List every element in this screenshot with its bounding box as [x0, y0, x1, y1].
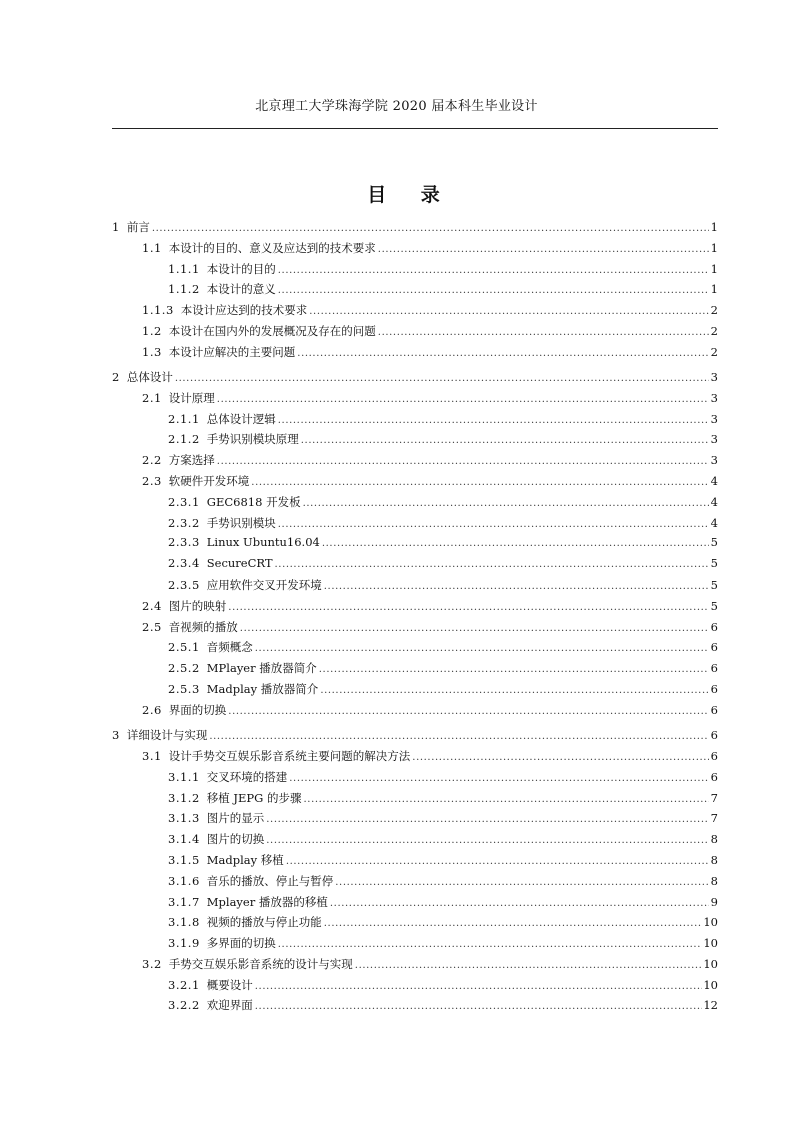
toc-dot-leader — [322, 538, 709, 549]
toc-entry-page-number: 6 — [710, 728, 718, 743]
toc-entry-page-number: 10 — [703, 977, 718, 992]
toc-entry-number: 2.6 — [142, 702, 162, 717]
toc-dot-leader — [335, 877, 709, 888]
toc-entry[interactable] — [112, 873, 718, 894]
toc-dot-leader — [378, 244, 709, 255]
toc-entry-label: 本设计的意义 — [206, 282, 276, 297]
toc-dot-leader — [240, 623, 709, 634]
toc-entry-label: 软硬件开发环境 — [168, 474, 250, 489]
toc-entry-number: 3 — [112, 728, 120, 743]
toc-entry-label: 音视频的播放 — [168, 619, 238, 634]
toc-entry-page-number: 9 — [710, 894, 718, 909]
toc-dot-leader — [255, 643, 709, 654]
toc-entry-label: 多界面的切换 — [206, 936, 276, 951]
toc-entry-number: 1.2 — [142, 323, 162, 338]
toc-entry[interactable] — [112, 515, 718, 536]
toc-entry[interactable] — [112, 790, 718, 811]
toc-entry-page-number: 8 — [710, 832, 718, 847]
toc-entry-number: 2.1 — [142, 390, 162, 405]
toc-entry-number: 3.1.4 — [168, 832, 200, 847]
toc-dot-leader — [278, 415, 709, 426]
toc-entry-page-number: 4 — [710, 494, 718, 509]
toc-entry-label: 本设计应解决的主要问题 — [168, 344, 296, 359]
toc-entry[interactable] — [112, 261, 718, 282]
toc-entry-page-number: 3 — [710, 370, 718, 385]
toc-entry-page-number: 3 — [710, 390, 718, 405]
toc-dot-leader — [319, 664, 709, 675]
toc-entry-label: 界面的切换 — [168, 702, 227, 717]
toc-entry-number: 2.3.2 — [168, 515, 200, 530]
toc-dot-leader — [228, 706, 709, 717]
toc-dot-leader — [297, 348, 709, 359]
toc-dot-leader — [309, 306, 709, 317]
toc-entry-page-number: 8 — [710, 873, 718, 888]
toc-dot-leader — [278, 285, 709, 296]
toc-entry-page-number: 10 — [703, 915, 718, 930]
toc-entry-label: 图片的映射 — [168, 598, 227, 613]
toc-entry-number: 2.4 — [142, 598, 162, 613]
toc-entry[interactable] — [112, 369, 718, 390]
toc-entry-page-number: 10 — [703, 956, 718, 971]
toc-dot-leader — [255, 1001, 703, 1012]
toc-entry-number: 1.1.1 — [168, 261, 200, 276]
toc-entry[interactable] — [112, 556, 718, 577]
toc-entry-number: 3.1 — [142, 748, 162, 763]
toc-dot-leader — [209, 731, 709, 742]
toc-entry-label: Madplay 播放器简介 — [206, 682, 319, 697]
toc-entry-page-number: 6 — [710, 640, 718, 655]
toc-entry-page-number: 6 — [710, 702, 718, 717]
toc-entry-label: Linux Ubuntu16.04 — [206, 535, 320, 550]
toc-dot-leader — [355, 960, 703, 971]
toc-entry-label: GEC6818 开发板 — [206, 494, 301, 509]
toc-entry[interactable] — [112, 452, 718, 473]
toc-entry[interactable] — [112, 344, 718, 365]
toc-entry-page-number: 5 — [710, 598, 718, 613]
toc-entry-page-number: 1 — [710, 282, 718, 297]
toc-entry[interactable] — [112, 323, 718, 344]
toc-entry[interactable] — [112, 935, 718, 956]
toc-entry-label: Madplay 移植 — [206, 852, 284, 867]
toc-entry[interactable] — [112, 619, 718, 640]
toc-dot-leader — [330, 898, 709, 909]
toc-entry[interactable] — [112, 240, 718, 261]
toc-entry-page-number: 6 — [710, 682, 718, 697]
toc-entry-label: 应用软件交叉开发环境 — [206, 578, 322, 593]
toc-dot-leader — [320, 685, 709, 696]
toc-entry[interactable] — [112, 302, 718, 323]
toc-entry-page-number: 4 — [710, 474, 718, 489]
toc-entry[interactable] — [112, 748, 718, 769]
toc-entry[interactable] — [112, 577, 718, 598]
toc-entry-page-number: 3 — [710, 432, 718, 447]
toc-entry[interactable] — [112, 390, 718, 411]
toc-entry-page-number: 5 — [710, 535, 718, 550]
page-header: 北京理工大学珠海学院 2020 届本科生毕业设计 — [255, 99, 538, 114]
toc-dot-leader — [289, 773, 709, 784]
toc-dot-leader — [286, 856, 709, 867]
toc-entry[interactable] — [112, 431, 718, 452]
toc-entry-number: 3.1.7 — [168, 894, 200, 909]
toc-entry-page-number: 12 — [703, 998, 718, 1013]
toc-dot-leader — [275, 559, 709, 570]
header-rule — [112, 128, 718, 129]
toc-entry-label: 方案选择 — [168, 453, 215, 468]
toc-entry-page-number: 4 — [710, 515, 718, 530]
toc-entry-label: 前言 — [126, 220, 150, 234]
toc-entry[interactable] — [112, 914, 718, 935]
toc-entry-number: 2 — [112, 370, 120, 385]
toc-entry[interactable] — [112, 535, 718, 556]
toc-entry-page-number: 2 — [710, 323, 718, 338]
toc-entry[interactable] — [112, 997, 718, 1018]
toc-dot-leader — [378, 327, 709, 338]
toc-dot-leader — [278, 939, 703, 950]
toc-entry-number: 1.1 — [142, 240, 162, 255]
toc-entry-page-number: 8 — [710, 852, 718, 867]
toc-entry-page-number: 3 — [710, 411, 718, 426]
toc-entry[interactable] — [112, 660, 718, 681]
toc-dot-leader — [301, 435, 709, 446]
toc-entry-number: 2.5.3 — [168, 682, 200, 697]
toc-dot-leader — [251, 477, 709, 488]
toc-dot-leader — [304, 794, 709, 805]
toc-entry-number: 1.3 — [142, 344, 162, 359]
toc-dot-leader — [278, 265, 709, 276]
toc-dot-leader — [175, 373, 709, 384]
toc-dot-leader — [266, 814, 709, 825]
toc-entry-number: 1.1.3 — [142, 303, 174, 318]
toc-entry-number: 1 — [112, 220, 120, 234]
toc-entry-label: SecureCRT — [206, 556, 273, 571]
toc-entry[interactable] — [112, 956, 718, 977]
toc-entry-label: 本设计在国内外的发展概况及存在的问题 — [168, 323, 376, 338]
toc-entry-label: 概要设计 — [206, 977, 253, 992]
toc-entry-page-number: 2 — [710, 303, 718, 318]
toc-dot-leader — [255, 981, 703, 992]
toc-entry-number: 2.5.1 — [168, 640, 200, 655]
toc-entry-number: 2.1.1 — [168, 411, 200, 426]
toc-entry-number: 3.2.1 — [168, 977, 200, 992]
table-of-contents — [112, 219, 718, 1018]
toc-entry-label: 手势识别模块原理 — [206, 432, 299, 447]
toc-entry-number: 2.3.3 — [168, 535, 200, 550]
toc-entry-page-number: 6 — [710, 748, 718, 763]
toc-entry-label: 本设计应达到的技术要求 — [180, 303, 308, 318]
toc-entry-number: 3.1.1 — [168, 769, 200, 784]
toc-entry-label: 交叉环境的搭建 — [206, 769, 288, 784]
toc-entry-page-number: 6 — [710, 661, 718, 676]
toc-entry-page-number: 7 — [710, 811, 718, 826]
toc-entry-label: 本设计的目的 — [206, 261, 276, 276]
toc-entry-number: 3.2.2 — [168, 998, 200, 1013]
toc-entry-label: 设计手势交互娱乐影音系统主要问题的解决方法 — [168, 748, 411, 763]
toc-entry-number: 3.1.2 — [168, 790, 200, 805]
toc-entry-page-number: 6 — [710, 769, 718, 784]
toc-entry-label: 总体设计逻辑 — [206, 411, 276, 426]
toc-entry[interactable] — [112, 727, 718, 748]
toc-entry-label: 设计原理 — [168, 390, 215, 405]
toc-dot-leader — [324, 918, 703, 929]
toc-dot-leader — [152, 223, 709, 234]
toc-entry-label: 音频概念 — [206, 640, 253, 655]
toc-entry-number: 2.3.5 — [168, 578, 200, 593]
toc-entry-label: 手势交互娱乐影音系统的设计与实现 — [168, 956, 353, 971]
toc-dot-leader — [412, 752, 709, 763]
toc-entry[interactable] — [112, 411, 718, 432]
toc-entry[interactable] — [112, 810, 718, 831]
toc-entry-label: 欢迎界面 — [206, 998, 253, 1013]
toc-entry-page-number: 3 — [710, 453, 718, 468]
toc-entry[interactable] — [112, 639, 718, 660]
toc-entry-page-number: 5 — [710, 556, 718, 571]
toc-entry-number: 2.5 — [142, 619, 162, 634]
toc-entry[interactable] — [112, 831, 718, 852]
toc-entry[interactable] — [112, 281, 718, 302]
toc-dot-leader — [228, 602, 709, 613]
toc-entry[interactable] — [112, 977, 718, 998]
toc-entry-page-number: 6 — [710, 619, 718, 634]
toc-entry-page-number: 7 — [710, 790, 718, 805]
toc-dot-leader — [324, 581, 709, 592]
toc-entry-label: 视频的播放与停止功能 — [206, 915, 322, 930]
toc-entry-label: 手势识别模块 — [206, 515, 276, 530]
toc-entry-number: 2.3.1 — [168, 494, 200, 509]
toc-entry[interactable] — [112, 473, 718, 494]
toc-entry-label: 移植 JEPG 的步骤 — [206, 790, 302, 805]
toc-entry-number: 2.3.4 — [168, 556, 200, 571]
toc-dot-leader — [217, 456, 709, 467]
toc-entry-number: 3.1.6 — [168, 873, 200, 888]
toc-dot-leader — [303, 498, 709, 509]
toc-title: 目 录 — [367, 184, 454, 206]
toc-entry-number: 3.1.5 — [168, 852, 200, 867]
toc-entry[interactable] — [112, 681, 718, 702]
toc-entry-label: 图片的切换 — [206, 832, 265, 847]
toc-entry-page-number: 5 — [710, 578, 718, 593]
toc-entry-number: 3.2 — [142, 956, 162, 971]
toc-entry[interactable] — [112, 702, 718, 723]
toc-entry[interactable] — [112, 894, 718, 915]
toc-entry-page-number: 1 — [710, 220, 718, 234]
toc-entry-label: MPlayer 播放器简介 — [206, 661, 317, 676]
toc-entry-page-number: 2 — [710, 344, 718, 359]
toc-entry-label: 详细设计与实现 — [126, 728, 208, 743]
toc-entry-number: 2.3 — [142, 474, 162, 489]
toc-entry-number: 3.1.3 — [168, 811, 200, 826]
toc-entry-label: 总体设计 — [126, 370, 173, 385]
toc-entry-page-number: 1 — [710, 240, 718, 255]
toc-entry-label: 本设计的目的、意义及应达到的技术要求 — [168, 240, 376, 255]
toc-entry[interactable] — [112, 494, 718, 515]
toc-dot-leader — [217, 394, 709, 405]
toc-entry-page-number: 10 — [703, 936, 718, 951]
toc-entry-label: 音乐的播放、停止与暂停 — [206, 873, 334, 888]
toc-entry-label: 图片的显示 — [206, 811, 265, 826]
toc-dot-leader — [278, 519, 709, 530]
toc-entry-number: 3.1.8 — [168, 915, 200, 930]
toc-dot-leader — [266, 835, 709, 846]
toc-entry[interactable] — [112, 219, 718, 240]
toc-entry-number: 2.5.2 — [168, 661, 200, 676]
toc-entry[interactable] — [112, 598, 718, 619]
toc-entry-number: 2.1.2 — [168, 432, 200, 447]
toc-entry-number: 2.2 — [142, 453, 162, 468]
toc-entry[interactable] — [112, 769, 718, 790]
toc-entry-number: 3.1.9 — [168, 936, 200, 951]
toc-entry[interactable] — [112, 852, 718, 873]
toc-entry-page-number: 1 — [710, 261, 718, 276]
toc-entry-label: Mplayer 播放器的移植 — [206, 894, 328, 909]
toc-entry-number: 1.1.2 — [168, 282, 200, 297]
